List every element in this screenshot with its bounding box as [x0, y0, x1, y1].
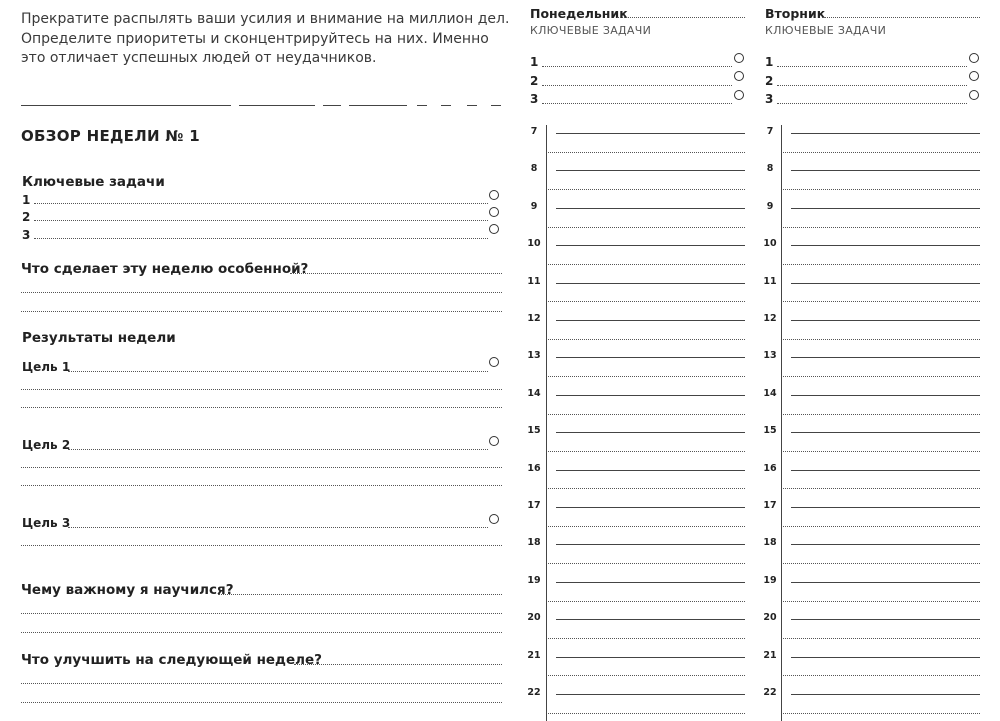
hour-label: 17: [527, 500, 541, 511]
hour-slot-line[interactable]: [556, 395, 745, 396]
answer-line[interactable]: [21, 632, 502, 633]
hour-slot-line[interactable]: [791, 395, 980, 396]
half-hour-slot-line[interactable]: [783, 526, 980, 527]
half-hour-slot-line[interactable]: [783, 563, 980, 564]
half-hour-slot-line[interactable]: [548, 227, 745, 228]
hour-label: 7: [530, 126, 538, 137]
hour-label: 21: [527, 649, 541, 661]
hour-slot-line[interactable]: [556, 507, 745, 508]
hour-label: 16: [527, 462, 541, 474]
hour-label: 12: [763, 313, 777, 324]
hour-label: 18: [527, 537, 541, 549]
answer-line[interactable]: [21, 467, 502, 468]
task-entry-line[interactable]: [777, 103, 967, 104]
task-entry-line[interactable]: [542, 103, 732, 104]
task-entry-line[interactable]: [777, 85, 967, 86]
task-number: 1: [765, 55, 774, 69]
results-label: Результаты недели: [22, 330, 176, 346]
half-hour-slot-line[interactable]: [783, 152, 980, 153]
improve-question: Что улучшить на следующей неделе?: [21, 652, 322, 668]
half-hour-slot-line[interactable]: [548, 339, 745, 340]
half-hour-slot-line[interactable]: [548, 414, 745, 415]
hour-slot-line[interactable]: [791, 657, 980, 658]
hour-slot-line[interactable]: [791, 432, 980, 433]
hour-slot-line[interactable]: [556, 133, 745, 134]
hour-label: 10: [763, 238, 777, 250]
half-hour-slot-line[interactable]: [783, 301, 980, 302]
hour-label: 9: [766, 200, 774, 212]
hour-label: 15: [527, 425, 541, 437]
hour-slot-line[interactable]: [791, 507, 980, 508]
timeline-axis: [781, 125, 782, 721]
hour-label: 19: [763, 574, 777, 586]
half-hour-slot-line[interactable]: [548, 264, 745, 265]
checkbox-circle-icon[interactable]: [489, 514, 499, 524]
checkbox-circle-icon[interactable]: [489, 207, 499, 217]
special-question: Что сделает эту неделю особенной?: [21, 261, 309, 277]
day-name: Вторник: [765, 6, 826, 21]
date-line[interactable]: [822, 17, 980, 18]
answer-line[interactable]: [21, 613, 502, 614]
hour-label: 18: [763, 537, 777, 549]
task-number: 1: [530, 55, 539, 69]
answer-line[interactable]: [218, 594, 502, 595]
task-number: 3: [22, 228, 31, 242]
hour-label: 13: [763, 350, 777, 362]
goal-label: Цель 1: [22, 360, 71, 374]
answer-line[interactable]: [21, 545, 502, 546]
answer-line[interactable]: [290, 273, 502, 274]
hour-label: 9: [530, 200, 538, 212]
answer-line[interactable]: [21, 485, 502, 486]
hour-label: 16: [763, 462, 777, 474]
task-entry-line[interactable]: [542, 85, 732, 86]
half-hour-slot-line[interactable]: [783, 189, 980, 190]
day-key-tasks-label: КЛЮЧЕВЫЕ ЗАДАЧИ: [530, 24, 652, 37]
hour-slot-line[interactable]: [791, 170, 980, 171]
half-hour-slot-line[interactable]: [783, 227, 980, 228]
half-hour-slot-line[interactable]: [548, 638, 745, 639]
half-hour-slot-line[interactable]: [548, 488, 745, 489]
hour-slot-line[interactable]: [556, 357, 745, 358]
hour-slot-line[interactable]: [556, 619, 745, 620]
hour-label: 11: [527, 275, 541, 287]
hour-label: 14: [763, 387, 777, 399]
hour-slot-line[interactable]: [791, 320, 980, 321]
task-entry-line[interactable]: [542, 66, 732, 67]
intro-text: Прекратите распылять ваши усилия и внимание на миллион дел. Определите приоритеты и сконцентрируйтесь на них. Именно это отличает успешных людей от неудачников.: [21, 11, 510, 66]
hour-label: 22: [527, 687, 541, 698]
checkbox-circle-icon[interactable]: [489, 190, 499, 200]
hour-label: 21: [763, 649, 777, 661]
hour-slot-line[interactable]: [791, 245, 980, 246]
task-number: 1: [22, 193, 31, 207]
half-hour-slot-line[interactable]: [783, 376, 980, 377]
task-number: 2: [765, 74, 774, 88]
checkbox-circle-icon[interactable]: [489, 224, 499, 234]
checkbox-circle-icon[interactable]: [969, 53, 979, 63]
hour-label: 10: [527, 238, 541, 250]
checkbox-circle-icon[interactable]: [734, 90, 744, 100]
hour-slot-line[interactable]: [791, 470, 980, 471]
hour-label: 14: [527, 387, 541, 399]
task-number: 2: [22, 210, 31, 224]
hour-slot-line[interactable]: [791, 619, 980, 620]
checkbox-circle-icon[interactable]: [969, 90, 979, 100]
task-entry-line[interactable]: [34, 203, 488, 204]
half-hour-slot-line[interactable]: [783, 675, 980, 676]
answer-line[interactable]: [21, 311, 502, 312]
task-entry-line[interactable]: [34, 220, 488, 221]
half-hour-slot-line[interactable]: [548, 451, 745, 452]
day-key-tasks-label: КЛЮЧЕВЫЕ ЗАДАЧИ: [765, 24, 887, 37]
answer-line[interactable]: [21, 389, 502, 390]
hour-slot-line[interactable]: [556, 544, 745, 545]
goal-line[interactable]: [68, 371, 488, 372]
hour-label: 15: [763, 425, 777, 437]
hour-slot-line[interactable]: [556, 694, 745, 695]
checkbox-circle-icon[interactable]: [734, 71, 744, 81]
hour-slot-line[interactable]: [791, 357, 980, 358]
hour-label: 13: [527, 350, 541, 362]
half-hour-slot-line[interactable]: [548, 601, 745, 602]
hour-label: 20: [763, 612, 777, 624]
hour-slot-line[interactable]: [556, 208, 745, 209]
day-name: Понедельник: [530, 6, 628, 21]
half-hour-slot-line[interactable]: [548, 713, 745, 714]
half-hour-slot-line[interactable]: [783, 488, 980, 489]
half-hour-slot-line[interactable]: [548, 376, 745, 377]
hour-label: 12: [527, 313, 541, 324]
half-hour-slot-line[interactable]: [783, 339, 980, 340]
hour-slot-line[interactable]: [791, 133, 980, 134]
hour-slot-line[interactable]: [556, 245, 745, 246]
half-hour-slot-line[interactable]: [783, 638, 980, 639]
half-hour-slot-line[interactable]: [783, 713, 980, 714]
hour-label: 8: [530, 163, 538, 175]
hour-label: 11: [763, 275, 777, 287]
goal-label: Цель 2: [22, 438, 71, 452]
hour-label: 17: [763, 500, 777, 511]
hour-slot-line[interactable]: [556, 170, 745, 171]
hour-slot-line[interactable]: [556, 320, 745, 321]
hour-slot-line[interactable]: [556, 657, 745, 658]
checkbox-circle-icon[interactable]: [969, 71, 979, 81]
half-hour-slot-line[interactable]: [548, 189, 745, 190]
half-hour-slot-line[interactable]: [548, 152, 745, 153]
half-hour-slot-line[interactable]: [783, 264, 980, 265]
hour-slot-line[interactable]: [556, 432, 745, 433]
hour-slot-line[interactable]: [556, 582, 745, 583]
hour-slot-line[interactable]: [791, 283, 980, 284]
date-line[interactable]: [617, 17, 745, 18]
half-hour-slot-line[interactable]: [548, 526, 745, 527]
checkbox-circle-icon[interactable]: [734, 53, 744, 63]
task-number: 3: [530, 92, 539, 106]
hour-label: 7: [766, 126, 774, 137]
answer-line[interactable]: [294, 664, 502, 665]
task-entry-line[interactable]: [777, 66, 967, 67]
answer-line[interactable]: [21, 683, 502, 684]
half-hour-slot-line[interactable]: [548, 563, 745, 564]
hour-slot-line[interactable]: [791, 208, 980, 209]
half-hour-slot-line[interactable]: [783, 414, 980, 415]
hour-label: 20: [527, 612, 541, 624]
half-hour-slot-line[interactable]: [548, 675, 745, 676]
learned-question: Чему важному я научился?: [21, 582, 234, 598]
goal-line[interactable]: [68, 527, 488, 528]
timeline-axis: [546, 125, 547, 721]
hour-label: 8: [766, 163, 774, 175]
hour-slot-line[interactable]: [556, 283, 745, 284]
answer-line[interactable]: [21, 292, 502, 293]
task-number: 3: [765, 92, 774, 106]
half-hour-slot-line[interactable]: [783, 451, 980, 452]
hour-slot-line[interactable]: [791, 694, 980, 695]
half-hour-slot-line[interactable]: [783, 601, 980, 602]
goal-line[interactable]: [68, 449, 488, 450]
task-number: 2: [530, 74, 539, 88]
answer-line[interactable]: [21, 407, 502, 408]
goal-label: Цель 3: [22, 516, 71, 530]
half-hour-slot-line[interactable]: [548, 301, 745, 302]
checkbox-circle-icon[interactable]: [489, 357, 499, 367]
hour-label: 22: [763, 687, 777, 698]
week-review-title: ОБЗОР НЕДЕЛИ № 1: [21, 127, 200, 145]
hour-slot-line[interactable]: [791, 544, 980, 545]
answer-line[interactable]: [21, 702, 502, 703]
key-tasks-label: Ключевые задачи: [22, 174, 165, 190]
task-entry-line[interactable]: [34, 238, 488, 239]
hour-slot-line[interactable]: [556, 470, 745, 471]
hour-slot-line[interactable]: [791, 582, 980, 583]
hour-label: 19: [527, 574, 541, 586]
checkbox-circle-icon[interactable]: [489, 436, 499, 446]
